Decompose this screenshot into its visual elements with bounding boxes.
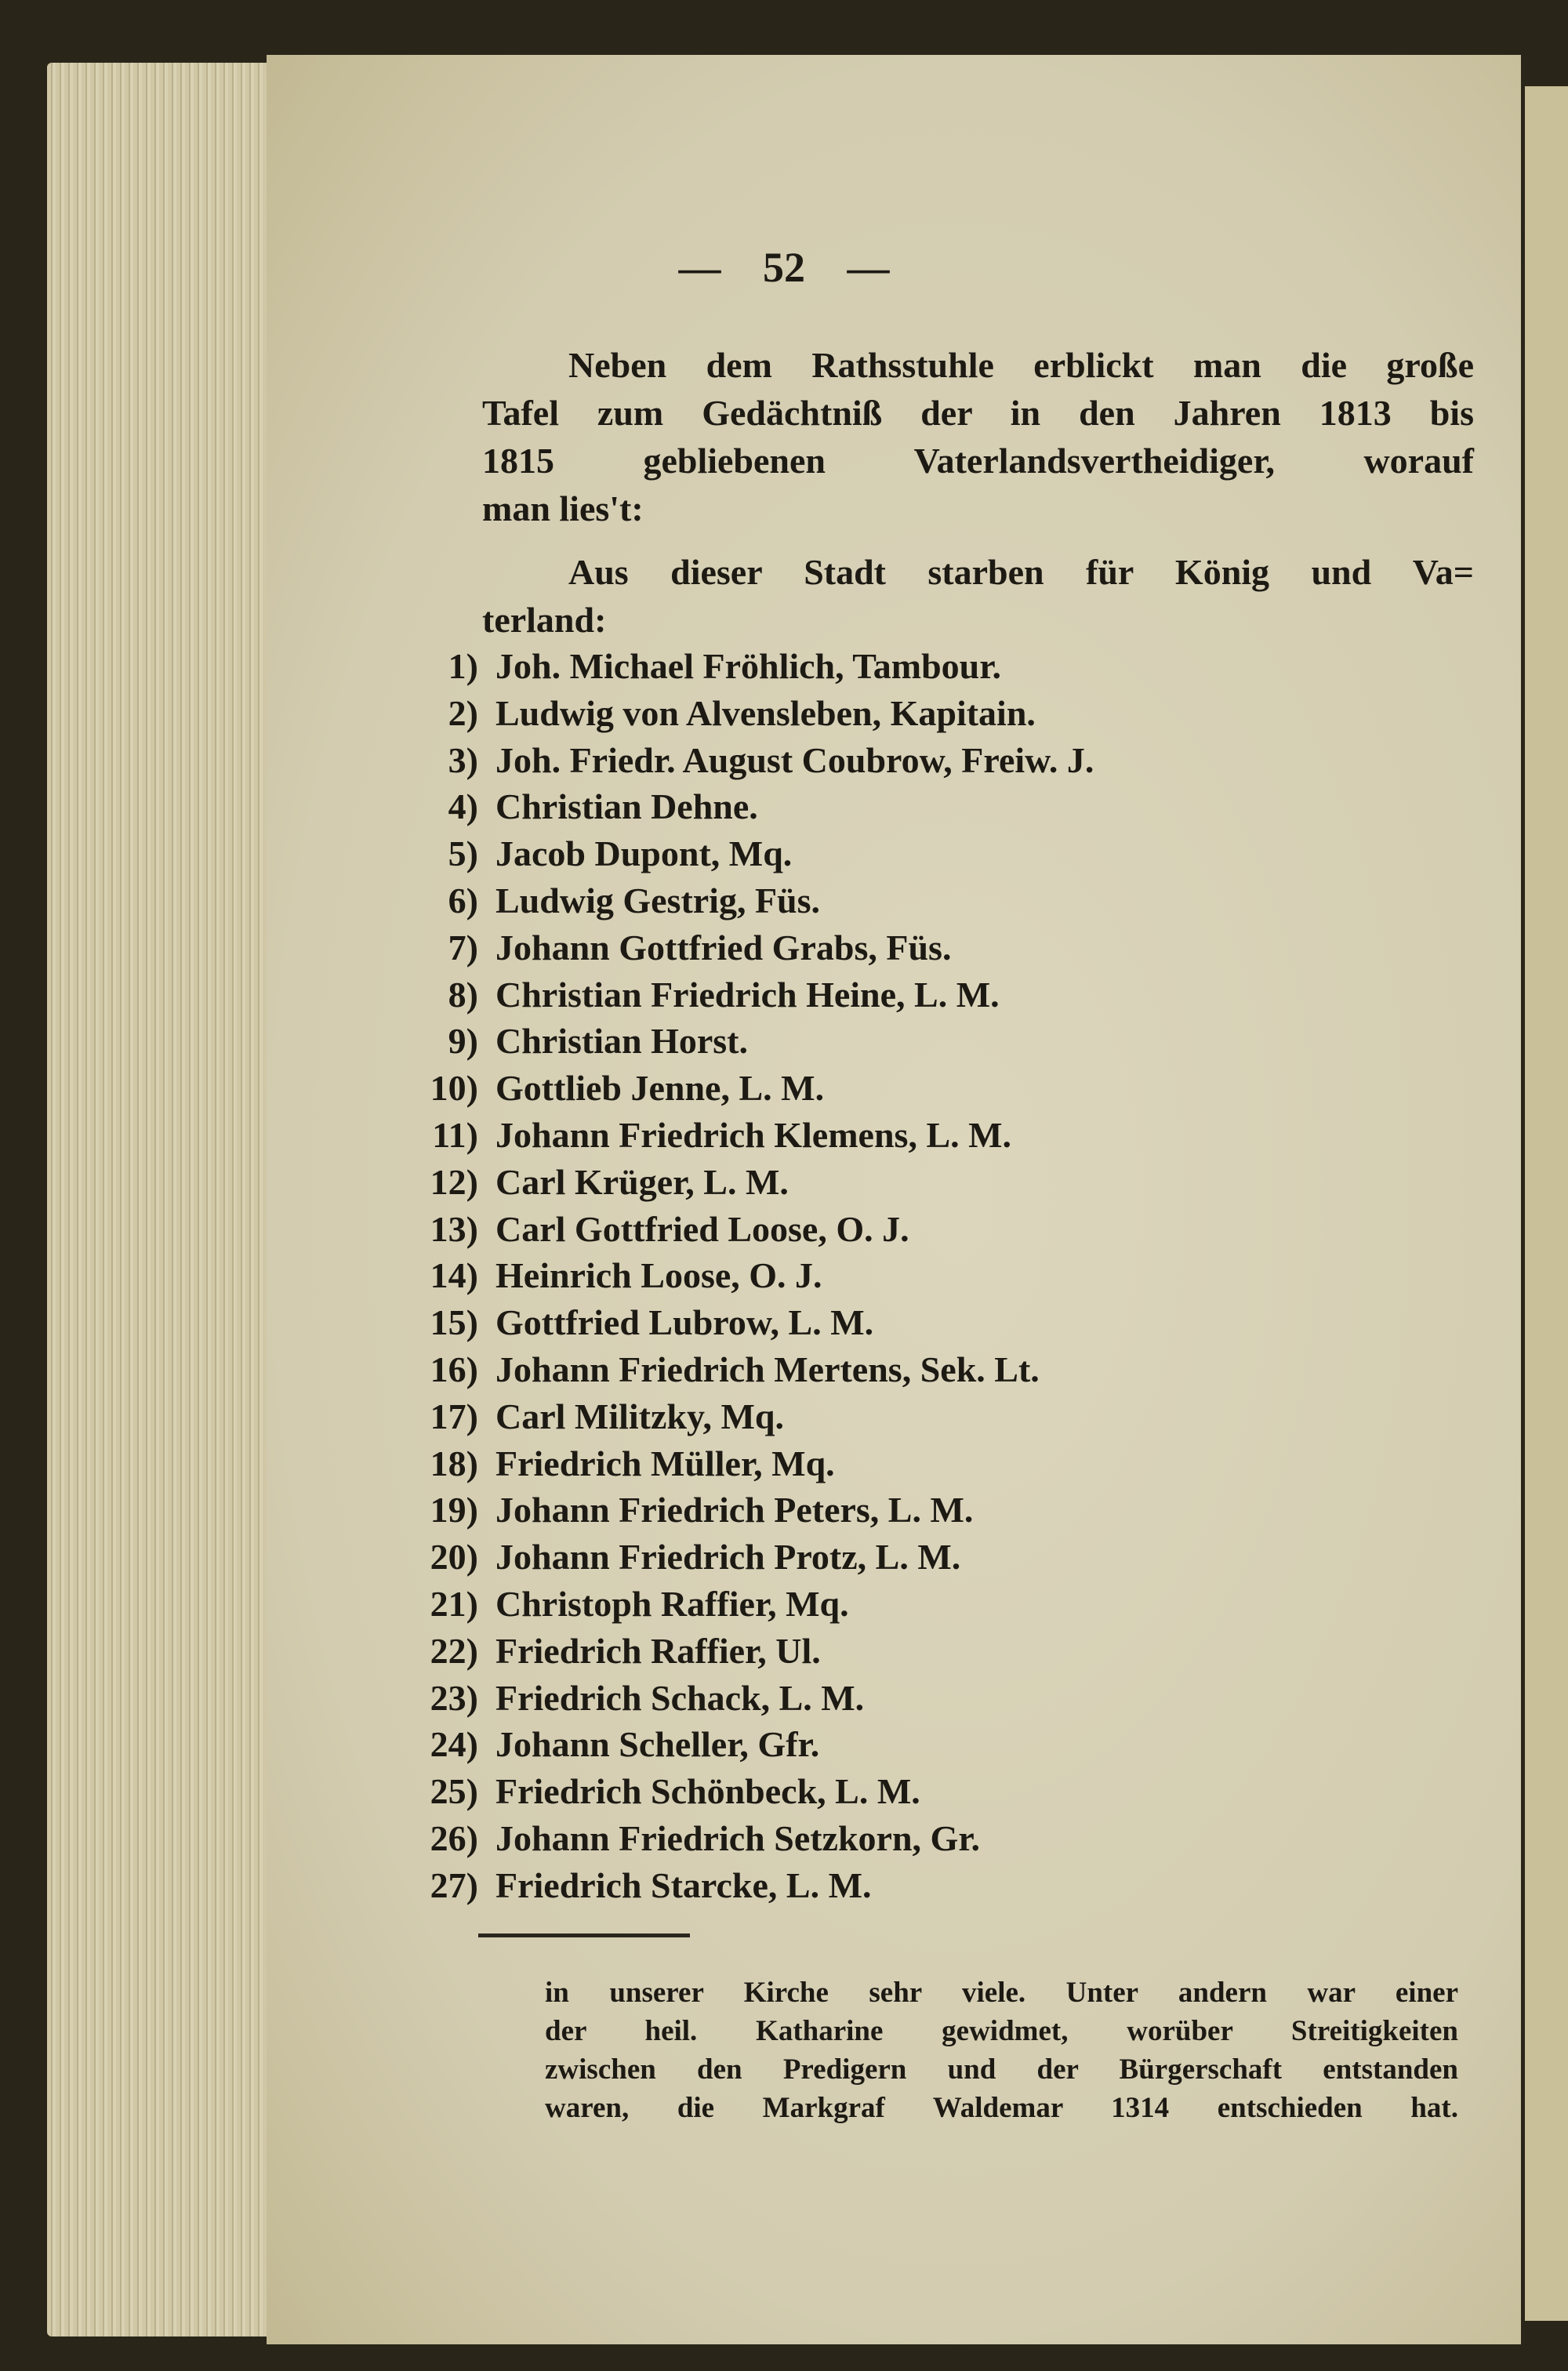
list-item-number: 26) [430,1818,478,1858]
list-item-name: Gottlieb Jenne, L. M. [495,1068,825,1109]
list-item [361,644,1352,688]
intro-line: Tafel zum Gedächtniß der in den Jahren 1813 bis [482,393,1474,433]
list-item-number: 22) [430,1630,478,1671]
list-item [361,739,1352,782]
list-item-name: Christian Dehne. [495,786,758,827]
list-item [361,1582,1352,1626]
adjacent-page-edge [1525,86,1568,2321]
list-item-name: Carl Krüger, L. M. [495,1161,789,1202]
list-item [361,785,1352,829]
list-item-name: Ludwig Gestrig, Füs. [495,881,821,920]
list-item [361,1395,1352,1439]
list-item-name: Johann Friedrich Peters, L. M. [495,1490,974,1530]
list-item [361,1488,1352,1532]
list-item-number: 16) [430,1349,478,1389]
list-item-name: Christoph Raffier, Mq. [495,1584,849,1624]
footnote-line: zwischen den Predigern und der Bürgerschaft entstanden [545,2053,1458,2086]
list-item-number: 18) [430,1443,478,1483]
list-item-name: Friedrich Starcke, L. M. [495,1864,872,1905]
footnote-line: in unserer Kirche sehr viele. Unter andern war einer [545,1977,1458,2009]
list-item-name: Christian Friedrich Heine, L. M. [495,974,1000,1015]
list-item [361,1254,1352,1298]
list-item-name: Johann Friedrich Setzkorn, Gr. [495,1818,981,1858]
list-item-name: Ludwig von Alvensleben, Kapitain. [495,692,1036,733]
list-item-name: Johann Friedrich Mertens, Sek. Lt. [495,1349,1040,1389]
list-item-number: 11) [432,1115,478,1155]
list-item-name: Friedrich Schack, L. M. [495,1677,865,1718]
list-item-name: Friedrich Müller, Mq. [495,1443,835,1483]
list-heading: terland: [482,600,607,640]
list-item-name: Christian Horst. [495,1021,748,1062]
list-item [361,1160,1352,1204]
list-item-number: 20) [430,1537,478,1578]
list-item-name: Johann Scheller, Gfr. [495,1724,820,1765]
list-item [361,879,1352,923]
list-item-number: 13) [430,1208,478,1249]
list-item-number: 10) [430,1068,478,1109]
list-item [361,1535,1352,1579]
list-item-number: 19) [430,1490,478,1530]
list-item-name: Friedrich Schönbeck, L. M. [495,1771,920,1812]
list-item-number: 25) [430,1771,478,1812]
book-page-edges [47,63,274,2337]
list-item [361,1442,1352,1486]
list-item-number: 24) [430,1724,478,1765]
footnote-line: der heil. Katharine gewidmet, worüber Streitigkeiten [545,2015,1458,2047]
page-number: — 52 — [678,244,890,291]
list-item-name: Johann Gottfried Grabs, Füs. [495,927,952,968]
list-item-name: Carl Gottfried Loose, O. J. [495,1208,909,1249]
list-item-number: 6) [448,881,478,920]
list-item-number: 3) [448,739,478,780]
list-item [361,926,1352,970]
list-item [361,1770,1352,1814]
list-item-name: Heinrich Loose, O. J. [495,1255,822,1296]
list-item-number: 14) [430,1255,478,1296]
list-item-number: 8) [448,974,478,1015]
list-item-number: 1) [448,646,478,686]
list-item [361,1113,1352,1157]
list-item-number: 21) [430,1584,478,1624]
list-item [361,1066,1352,1110]
list-item [361,1723,1352,1766]
list-item-number: 17) [430,1396,478,1436]
list-item-name: Johann Friedrich Protz, L. M. [495,1537,961,1578]
list-item [361,1207,1352,1251]
list-item-name: Joh. Michael Fröhlich, Tambour. [495,646,1001,686]
list-item [361,1676,1352,1720]
list-item-number: 27) [430,1864,478,1905]
list-item [361,1301,1352,1345]
list-item [361,1348,1352,1392]
list-item-number: 15) [430,1302,478,1343]
intro-line: 1815 gebliebenen Vaterlandsvertheidiger, worauf [482,441,1474,481]
list-item-name: Carl Militzky, Mq. [495,1396,784,1436]
list-item-name: Johann Friedrich Klemens, L. M. [495,1115,1012,1155]
list-item-number: 7) [448,927,478,968]
list-item [361,1864,1352,1908]
list-item-name: Jacob Dupont, Mq. [495,833,793,874]
list-item-number: 5) [448,833,478,874]
list-item-name: Gottfried Lubrow, L. M. [495,1302,874,1343]
list-item [361,1817,1352,1861]
list-item [361,832,1352,876]
list-item-number: 23) [430,1677,478,1718]
list-item [361,692,1352,735]
list-item-name: Joh. Friedr. August Coubrow, Freiw. J. [495,739,1094,780]
list-item [361,1019,1352,1063]
list-heading: Aus dieser Stadt starben für König und Va= [568,552,1474,592]
list-item-number: 4) [448,786,478,827]
list-item-number: 12) [430,1161,478,1202]
list-item-name: Friedrich Raffier, Ul. [495,1630,821,1671]
intro-line: man lies't: [482,488,644,528]
list-item [361,1629,1352,1673]
intro-line: Neben dem Rathsstuhle erblickt man die große [568,345,1474,385]
list-item-number: 9) [448,1021,478,1062]
list-item [361,973,1352,1017]
list-item-number: 2) [448,692,478,733]
footnote-rule [478,1933,690,1937]
footnote-line: waren, die Markgraf Waldemar 1314 entschieden hat. [545,2092,1458,2124]
